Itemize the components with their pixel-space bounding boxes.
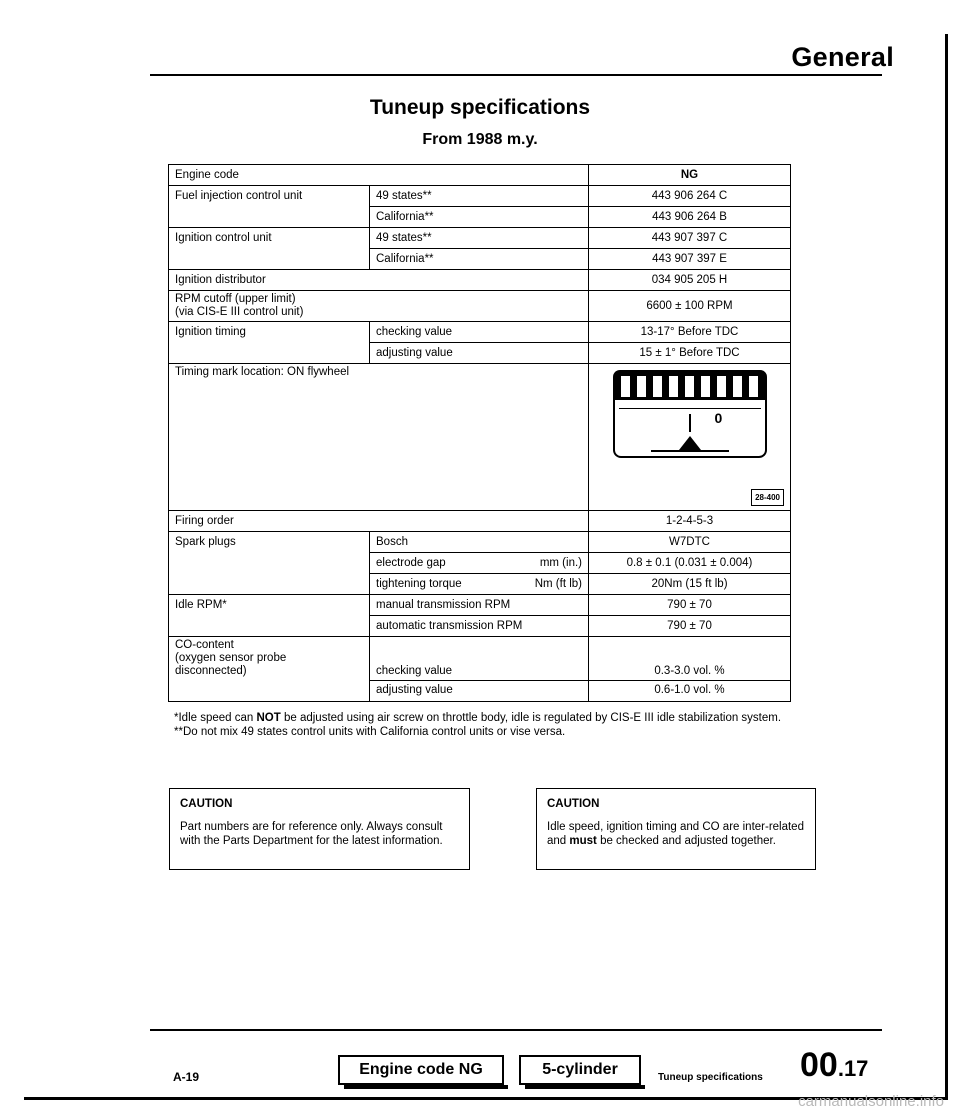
- flywheel-body: [613, 400, 767, 458]
- spark-plugs-torque-sub: [370, 574, 589, 595]
- flywheel-tooth: [717, 376, 726, 397]
- flywheel-tooth: [637, 376, 646, 397]
- timing-mark-line: [689, 414, 691, 432]
- rpm-cutoff-label-line2: (via CIS-E III control unit): [175, 306, 304, 318]
- fuel-injection-label: Fuel injection control unit: [169, 186, 370, 207]
- spec-table: [168, 164, 791, 702]
- caution-right-text-post: be checked and adjusted together.: [596, 835, 776, 847]
- caution-box-right: [536, 788, 816, 870]
- idle-rpm-value-manual: 790 ± 70: [589, 595, 791, 616]
- idle-rpm-sub-automatic: automatic transmission RPM: [370, 616, 589, 637]
- spark-plugs-gap-unit: mm (in.): [539, 556, 582, 569]
- footer-engine-code-box: Engine code NG: [338, 1055, 504, 1085]
- page-frame-right: [945, 34, 948, 1098]
- spark-plugs-torque-label: tightening torque: [376, 577, 462, 590]
- row-ignition-control-ca: [169, 249, 791, 270]
- spark-plugs-label-cont: [169, 574, 370, 595]
- fuel-injection-value-ca: 443 906 264 B: [589, 207, 791, 228]
- footer-page-sub: .17: [837, 1056, 869, 1081]
- co-content-label-line2: (oxygen sensor probe: [175, 652, 287, 664]
- rpm-cutoff-label: [169, 291, 589, 322]
- fuel-injection-sub-ca: California**: [370, 207, 589, 228]
- row-idle-rpm-automatic: [169, 616, 791, 637]
- footnote-idle-speed: [174, 711, 781, 725]
- flywheel-teeth: [613, 370, 767, 400]
- row-engine-code: [169, 165, 791, 186]
- idle-rpm-value-automatic: 790 ± 70: [589, 616, 791, 637]
- pointer-triangle-icon: [679, 436, 701, 450]
- footer-page-ref: A-19: [173, 1070, 200, 1084]
- flywheel-tooth: [701, 376, 710, 397]
- spark-plugs-label-cont: [169, 553, 370, 574]
- spark-plugs-brand-sub: Bosch: [370, 532, 589, 553]
- engine-code-value: NG: [589, 165, 791, 186]
- flywheel-tooth: [669, 376, 678, 397]
- page-title: Tuneup specifications: [369, 96, 591, 119]
- row-ignition-distributor: [169, 270, 791, 291]
- flywheel-tooth: [733, 376, 742, 397]
- row-spark-plugs-brand: [169, 532, 791, 553]
- idle-rpm-label-cont: [169, 616, 370, 637]
- row-ignition-timing-adjust: [169, 343, 791, 364]
- flywheel-tooth: [621, 376, 630, 397]
- caution-right-text-pre: Idle speed, ignition timing and CO are inter-related and: [547, 821, 804, 847]
- ignition-timing-label: Ignition timing: [169, 322, 370, 343]
- caution-box-left: [169, 788, 470, 870]
- spark-plugs-torque-value: 20Nm (15 ft lb): [589, 574, 791, 595]
- footnote-idle-post: be adjusted using air screw on throttle body, idle is regulated by CIS-E III idle stabilization system.: [280, 712, 782, 724]
- ignition-control-label: Ignition control unit: [169, 228, 370, 249]
- spark-plugs-gap-value: 0.8 ± 0.1 (0.031 ± 0.004): [589, 553, 791, 574]
- row-fuel-injection-49: [169, 186, 791, 207]
- co-content-label-cont: [169, 680, 370, 701]
- row-timing-mark: [169, 364, 791, 511]
- figure-label: 28-400: [751, 489, 784, 506]
- ignition-timing-value-adjust: 15 ± 1° Before TDC: [589, 343, 791, 364]
- spark-plugs-torque-unit: Nm (ft lb): [534, 577, 582, 590]
- footer-rule: [150, 1029, 882, 1031]
- row-ignition-timing-check: [169, 322, 791, 343]
- ignition-control-sub-49: 49 states**: [370, 228, 589, 249]
- row-co-check: [169, 637, 791, 681]
- flywheel-figure: [613, 370, 767, 460]
- row-fuel-injection-ca: [169, 207, 791, 228]
- flywheel-scale-line: [619, 408, 761, 409]
- footer-cylinder-box: 5-cylinder: [519, 1055, 641, 1085]
- row-spark-plugs-gap: [169, 553, 791, 574]
- co-content-label-line3: disconnected): [175, 665, 247, 677]
- watermark: carmanualsonline.info: [798, 1093, 944, 1110]
- co-content-value-check: 0.3-3.0 vol. %: [589, 637, 791, 681]
- footer-page-number: [800, 1046, 868, 1085]
- row-co-adjust: [169, 680, 791, 701]
- firing-order-value: 1-2-4-5-3: [589, 511, 791, 532]
- footnote-idle-bold: NOT: [256, 712, 281, 724]
- footnote-idle-pre: *Idle speed can: [174, 712, 257, 724]
- engine-code-label: Engine code: [169, 165, 589, 186]
- co-content-label: [169, 637, 370, 681]
- row-spark-plugs-torque: [169, 574, 791, 595]
- footer-section-number: 00: [800, 1046, 838, 1084]
- timing-mark-label: Timing mark location: ON flywheel: [169, 364, 589, 511]
- footnote-control-units: **Do not mix 49 states control units with California control units or vise versa.: [174, 726, 566, 738]
- co-content-sub-check: checking value: [370, 637, 589, 681]
- timing-mark-figure-cell: [589, 364, 791, 511]
- ignition-control-value-49: 443 907 397 C: [589, 228, 791, 249]
- ignition-control-sub-ca: California**: [370, 249, 589, 270]
- firing-order-label: Firing order: [169, 511, 589, 532]
- flywheel-tooth: [653, 376, 662, 397]
- spark-plugs-label: Spark plugs: [169, 532, 370, 553]
- flywheel-tooth: [749, 376, 758, 397]
- rpm-cutoff-label-line1: RPM cutoff (upper limit): [175, 293, 296, 305]
- timing-mark-zero: 0: [714, 410, 723, 426]
- ignition-distributor-value: 034 905 205 H: [589, 270, 791, 291]
- row-rpm-cutoff: [169, 291, 791, 322]
- fuel-injection-value-49: 443 906 264 C: [589, 186, 791, 207]
- ignition-timing-sub-adjust: adjusting value: [370, 343, 589, 364]
- caution-left-text: Part numbers are for reference only. Always consult with the Parts Department for the latest information.: [180, 821, 443, 847]
- caution-left-title: CAUTION: [180, 798, 233, 810]
- header-rule: [150, 74, 882, 76]
- idle-rpm-label: Idle RPM*: [169, 595, 370, 616]
- caution-right-title: CAUTION: [547, 798, 600, 810]
- fuel-injection-sub-49: 49 states**: [370, 186, 589, 207]
- caution-right-text-bold: must: [569, 835, 597, 847]
- idle-rpm-sub-manual: manual transmission RPM: [370, 595, 589, 616]
- pointer-base-line: [651, 450, 729, 452]
- ignition-timing-sub-check: checking value: [370, 322, 589, 343]
- spark-plugs-gap-label: electrode gap: [376, 556, 446, 569]
- ignition-control-value-ca: 443 907 397 E: [589, 249, 791, 270]
- ignition-control-label-cont: [169, 249, 370, 270]
- fuel-injection-label-cont: [169, 207, 370, 228]
- row-idle-rpm-manual: [169, 595, 791, 616]
- ignition-timing-label-cont: [169, 343, 370, 364]
- header-title: General: [791, 42, 894, 72]
- row-firing-order: [169, 511, 791, 532]
- spark-plugs-gap-sub: [370, 553, 589, 574]
- ignition-timing-value-check: 13-17° Before TDC: [589, 322, 791, 343]
- co-content-sub-adjust: adjusting value: [370, 680, 589, 701]
- row-ignition-control-49: [169, 228, 791, 249]
- flywheel-tooth: [685, 376, 694, 397]
- footer-section-title: Tuneup specifications: [658, 1072, 763, 1083]
- page-subtitle: From 1988 m.y.: [422, 131, 538, 148]
- co-content-value-adjust: 0.6-1.0 vol. %: [589, 680, 791, 701]
- co-content-label-line1: CO-content: [175, 639, 234, 651]
- ignition-distributor-label: Ignition distributor: [169, 270, 589, 291]
- footnotes: [174, 711, 781, 739]
- spark-plugs-brand-value: W7DTC: [589, 532, 791, 553]
- caution-right-text: [547, 821, 804, 847]
- rpm-cutoff-value: 6600 ± 100 RPM: [589, 291, 791, 322]
